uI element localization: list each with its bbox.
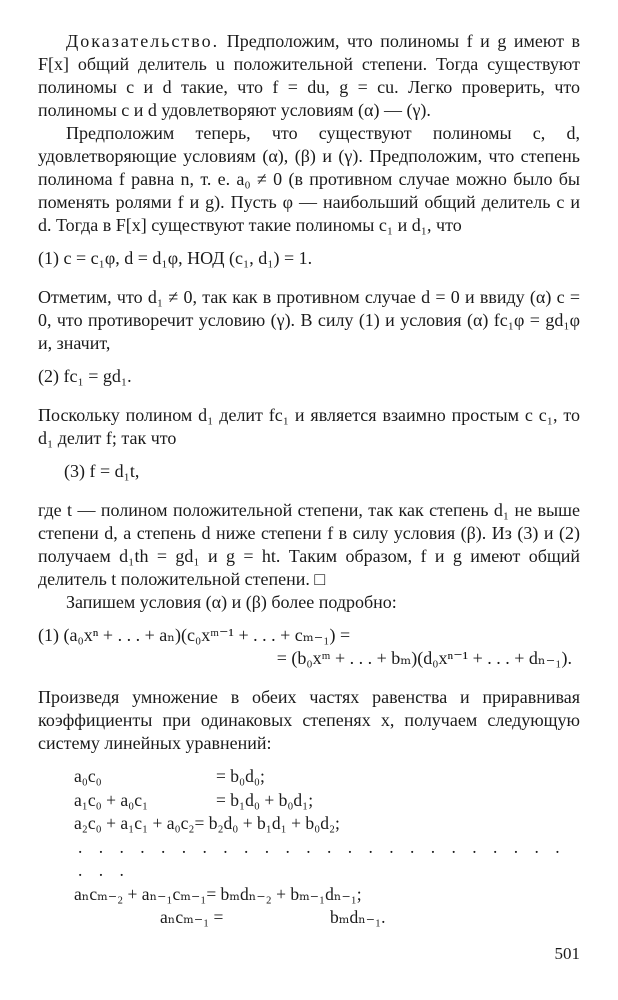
system-rhs: bₘdₙ₋₁.	[330, 907, 386, 927]
system-row	[74, 812, 580, 836]
system-dots-row	[74, 836, 580, 883]
system-row	[74, 906, 580, 930]
proof-text: Предположим, что полиномы f и g имеют в F[x] общий делитель u положительной степени. Тогда существуют полиномы c и d такие, что f = du, g = cu. Легко проверить, что полиномы c и d удовлетворяют условиям (α) — (γ).	[38, 31, 580, 120]
system-lhs: aₙcₘ₋₂ + aₙ₋₁cₘ₋₁	[74, 883, 207, 904]
system-lhs: aₙcₘ₋₁ =	[160, 907, 224, 927]
system-row	[74, 883, 580, 907]
system-row	[74, 765, 580, 789]
system-row	[74, 789, 580, 813]
system-rhs: = b₀d₀;	[216, 766, 265, 786]
proof-paragraph	[38, 30, 580, 122]
paragraph-5: где t — полином положительной степени, так как степень d₁ не выше степени d, а степень d ниже степени f в силу условия (β). Из (3) и (2) получаем d₁th = gd₁ и g = ht. Таким образом, f и g имеют общий делитель t положительной степени. □	[38, 500, 580, 589]
paragraph-4: Поскольку полином d₁ делит fc₁ и является взаимно простым с c₁, то d₁ делит f; так что	[38, 405, 580, 448]
system-ellipsis: . . . . . . . . . . . . . . . . . . . . . . . . . . .	[78, 836, 566, 880]
system-rhs: = b₂d₀ + b₁d₁ + b₀d₂;	[194, 813, 340, 833]
system-lhs: a₀c₀	[74, 766, 102, 786]
linear-equation-system	[74, 765, 580, 930]
equation-1: (1) c = c₁φ, d = d₁φ, НОД (c₁, d₁) = 1.	[38, 248, 313, 268]
system-lhs: a₁c₀ + a₀c₁	[74, 789, 149, 810]
paragraph-2: Предположим теперь, что существуют полиномы c, d, удовлетворяющие условиям (α), (β) и (γ). Предположим, что степень полинома f равна n, т. е. a₀ ≠ 0 (в противном случае можно было бы поменять ролями f и g). Пусть φ — наибольший общий делитель c и d. Тогда в F[x] существуют такие полиномы c₁ и d₁, что	[38, 123, 580, 235]
system-rhs: = b₁d₀ + b₀d₁;	[216, 789, 314, 810]
system-rhs: = bₘdₙ₋₂ + bₘ₋₁dₙ₋₁;	[206, 883, 362, 904]
paragraph-6: Запишем условия (α) и (β) более подробно:	[66, 592, 397, 612]
proof-label: Доказательство.	[66, 31, 220, 51]
system-lhs: a₂c₀ + a₁c₁ + a₀c₂	[74, 813, 195, 833]
equation-4-line-1: (1) (a₀xⁿ + . . . + aₙ)(c₀xᵐ⁻¹ + . . . + cₘ₋₁) =	[38, 625, 351, 645]
equation-2: (2) fc₁ = gd₁.	[38, 366, 132, 386]
paragraph-3: Отметим, что d₁ ≠ 0, так как в противном случае d = 0 и ввиду (α) c = 0, что противоречит условию (γ). В силу (1) и условия (α) fc₁φ = gd₁φ и, значит,	[38, 287, 580, 353]
page-number: 501	[554, 944, 580, 963]
paragraph-7: Произведя умножение в обеих частях равенства и приравнивая коэффициенты при одинаковых степенях x, получаем следующую систему линейных уравнений:	[38, 687, 580, 753]
equation-3: (3) f = d₁t,	[64, 461, 140, 481]
equation-4-line-2: = (b₀xᵐ + . . . + bₘ)(d₀xⁿ⁻¹ + . . . + dₙ₋₁).	[276, 648, 572, 668]
